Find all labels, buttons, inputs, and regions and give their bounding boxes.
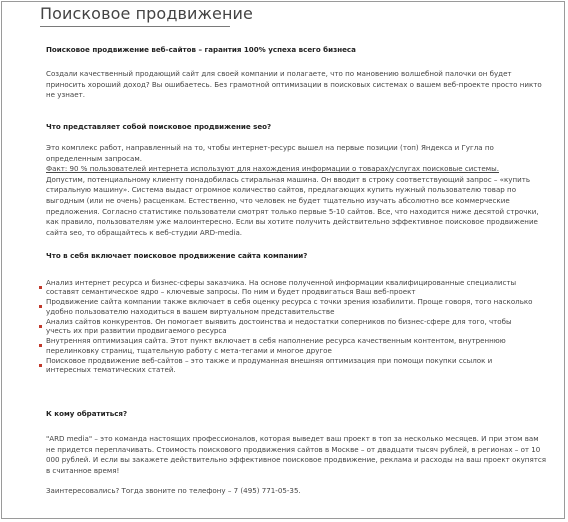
- bullet-icon: [39, 286, 42, 289]
- page-title: Поисковое продвижение: [40, 4, 253, 23]
- contact-paragraph: "ARD media" – это команда настоящих профессионалов, которая выведет ваш проект в топ за несколько месяцев. И при этом вам не придется переплачивать. Стоимость поискового продвижения сайтов в Москве – от двадцати тысяч рублей, в регионах – от 10 000 рублей. И если вы закажете действительно эффективное поисковое продвижение, реклама и расходы на ваш проект окупятся в считанное время!: [46, 434, 547, 475]
- list-item: [46, 336, 536, 355]
- list-item: [46, 297, 536, 316]
- list-item: [46, 317, 536, 336]
- phone-line: Заинтересовались? Тогда звоните по телефону – 7 (495) 771-05-35.: [46, 486, 301, 495]
- what-text-2: Допустим, потенциальному клиенту понадобилась стиральная машина. Он вводит в строку соответствующий запрос – «купить стиральную машину». Система выдаст огромное количество сайтов, предлагающих купить нужный пользователю товар по выгодным (или не очень) расценкам. Естественно, что человек не будет тщательно изучать абсолютно все коммерческие предложения. Согласно статистике пользователи смотрят только первые 5-10 сайтов. Все, что находится ниже десятой строчки, как правило, пользователям уже малоинтересно. Если вы хотите получить действительно эффективное поисковое продвижение сайта seo, то обращайтесь к веб-студии ARD-media.: [46, 174, 539, 237]
- list-item: [46, 278, 536, 297]
- bullet-icon: [39, 344, 42, 347]
- what-text-1: Это комплекс работ, направленный на то, чтобы интернет-ресурс вышел на первые позиции (топ) Яндекса и Гугла по определенным запросам.: [46, 143, 494, 163]
- what-heading: Что представляет собой поисковое продвижение seo?: [46, 122, 272, 131]
- what-paragraph: [46, 143, 546, 238]
- list-item-text: Анализ интернет ресурса и бизнес-сферы заказчика. На основе полученной информации квалифицированные специалисты составят семантическое ядро – ключевые запросы. По ним и будет продвигаться Ваш веб-проект: [46, 278, 517, 297]
- list-item-text: Внутренняя оптимизация сайта. Этот пункт включает в себя наполнение ресурса качественным контентом, внутреннюю перелинковку страниц, тщательную работу с мета-тегами и многое другое: [46, 336, 506, 355]
- intro-paragraph: Создали качественный продающий сайт для своей компании и полагаете, что по мановению волшебной палочки он будет приносить хороший доход? Вы ошибаетесь. Без грамотной оптимизации в поисковых системах о вашем веб-проекте просто никто не узнает.: [46, 69, 542, 100]
- list-item-text: Анализ сайтов конкурентов. Он помогает выявить достоинства и недостатки соперников по бизнес-сфере для того, чтобы учесть их при развитии продвигаемого ресурса: [46, 316, 512, 336]
- includes-list: [46, 278, 536, 375]
- contact-heading: К кому обратиться?: [46, 409, 128, 418]
- list-item-text: Продвижение сайта компании также включает в себя оценку ресурса с точки зрения юзабилити. Проще говоря, того насколько удобно пользователю находиться в вашем виртуальном представительстве: [46, 297, 533, 316]
- includes-heading: Что в себя включает поисковое продвижение сайта компании?: [46, 251, 308, 260]
- fact-line: Факт: 90 % пользователей интернета используют для нахождения информации о товарах/услугах поисковые системы.: [46, 164, 499, 174]
- title-underline: [40, 26, 230, 27]
- list-item: [46, 356, 536, 375]
- intro-heading: Поисковое продвижение веб-сайтов – гарантия 100% успеха всего бизнеса: [46, 45, 356, 54]
- bullet-icon: [39, 325, 42, 328]
- bullet-icon: [39, 364, 42, 367]
- list-item-text: Поисковое продвижение веб-сайтов – это также и продуманная внешняя оптимизация при помощи покупки ссылок и интересных тематических статей.: [46, 355, 493, 375]
- bullet-icon: [39, 305, 42, 308]
